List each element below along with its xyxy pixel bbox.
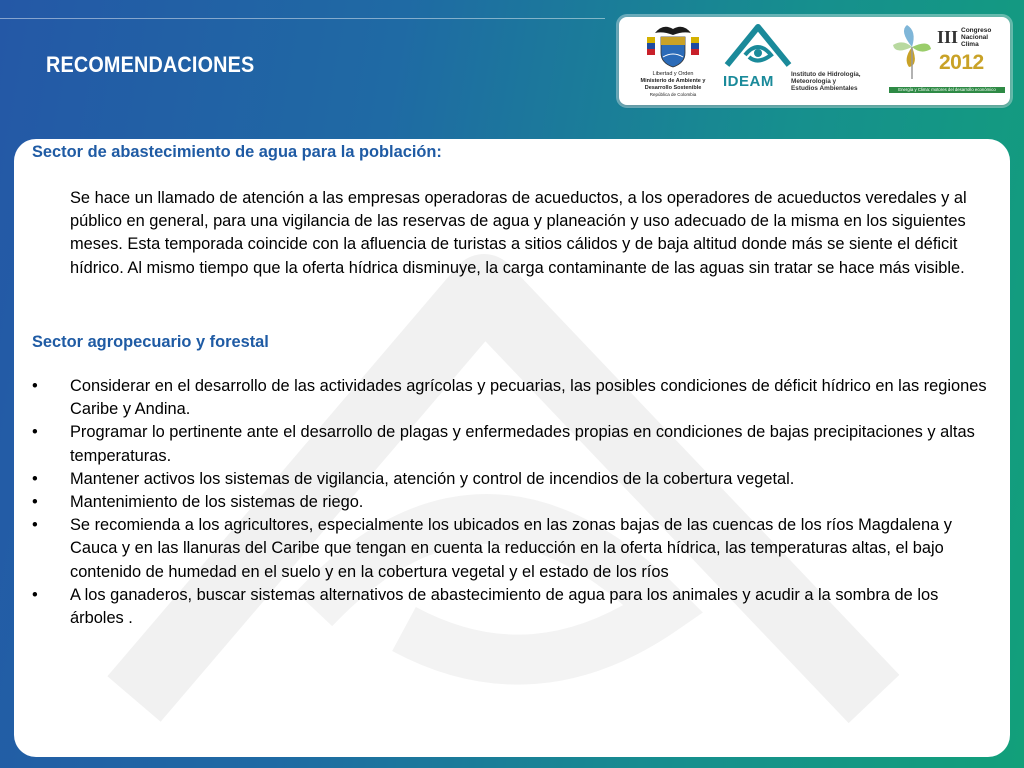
list-item-text: A los ganaderos, buscar sistemas alternativos de abastecimiento de agua para los animales y acudir a la sombra de los árboles . [70,585,939,628]
content-panel [14,139,1010,757]
ministerio-caption-3: Desarrollo Sostenible [644,85,702,91]
congreso-line-2: Nacional [961,34,989,41]
list-item-text: Mantenimiento de los sistemas de riego. [70,493,364,512]
ministerio-caption-1: Libertad y Orden [652,71,694,77]
bullet-mark: • [32,377,38,395]
top-rule [0,18,605,19]
list-item-text: Se recomienda a los agricultores, especialmente los ubicados en las zonas bajas de las cuencas de los ríos Magdalena y Cauca y en las llanuras del Caribe que tengan en cuenta la reducción en la oferta hídrica, las temperaturas altas, el bajo contenido de humedad en el suelo y en la cobertura vegetal y el estado de los ríos [70,516,952,581]
list-item-text: Considerar en el desarrollo de las actividades agrícolas y pecuarias, las posibles condiciones de déficit hídrico en las regiones Caribe y Andina. [70,377,987,419]
slide-title: RECOMENDACIONES [46,52,255,77]
agro-section-heading: Sector agropecuario y forestal [32,333,269,351]
list-item-text: Programar lo pertinente ante el desarrollo de plagas y enfermedades propias en condiciones de bajas precipitaciones y altas temperaturas. [70,423,975,465]
list-item [32,584,992,630]
congreso-numeral: III [937,27,959,47]
ministerio-logo [633,21,713,101]
congreso-tagline: Energía y Clima: motores del desarrollo económico [889,87,1005,93]
bullet-mark: • [32,585,38,604]
list-item [32,514,992,584]
pinwheel-icon [889,21,935,81]
bullet-mark: • [32,516,38,535]
bullet-mark: • [32,469,38,488]
water-section-paragraph: Se hace un llamado de atención a las empresas operadoras de acueductos, a los operadores de acueductos veredales y al público en general, para una vigilancia de las reservas de agua y planeación y uso adecuado de la misma en los siguientes meses. Esta temporada coincide con la afluencia de turistas a sitios cálidos y de baja altitud donde más se siente el déficit hídrico. Al mismo tiempo que la oferta hídrica disminuye, la carga contaminante de las aguas sin tratar se hace más visible. [70,189,967,277]
list-item-text: Mantener activos los sistemas de vigilancia, atención y control de incendios de la cobertura vegetal. [70,469,795,488]
congreso-line-1: Congreso [961,27,992,34]
ideam-caption-3: Estudios Ambientales [791,85,858,92]
list-item [32,375,992,421]
ministerio-caption-4: República de Colombia [649,92,697,97]
ideam-emblem-icon [723,21,793,73]
congreso-year: 2012 [939,51,984,74]
list-item [32,468,992,491]
list-item [32,421,992,467]
list-item [32,491,992,514]
congreso-logo [889,21,1005,101]
bullet-mark: • [32,423,38,442]
ideam-wordmark: IDEAM [723,73,774,90]
congreso-line-3: Clima [961,41,979,48]
ideam-logo [723,21,883,101]
agro-bullet-list [32,375,992,630]
logo-strip [619,17,1010,105]
water-section-heading: Sector de abastecimiento de agua para la población: [32,143,442,161]
bullet-mark: • [32,493,38,512]
ideam-caption-1: Instituto de Hidrología, [791,71,861,78]
ideam-caption-2: Meteorología y [791,78,837,85]
ministerio-caption-2: Ministerio de Ambiente y [640,78,706,84]
coat-of-arms-icon [633,21,713,69]
